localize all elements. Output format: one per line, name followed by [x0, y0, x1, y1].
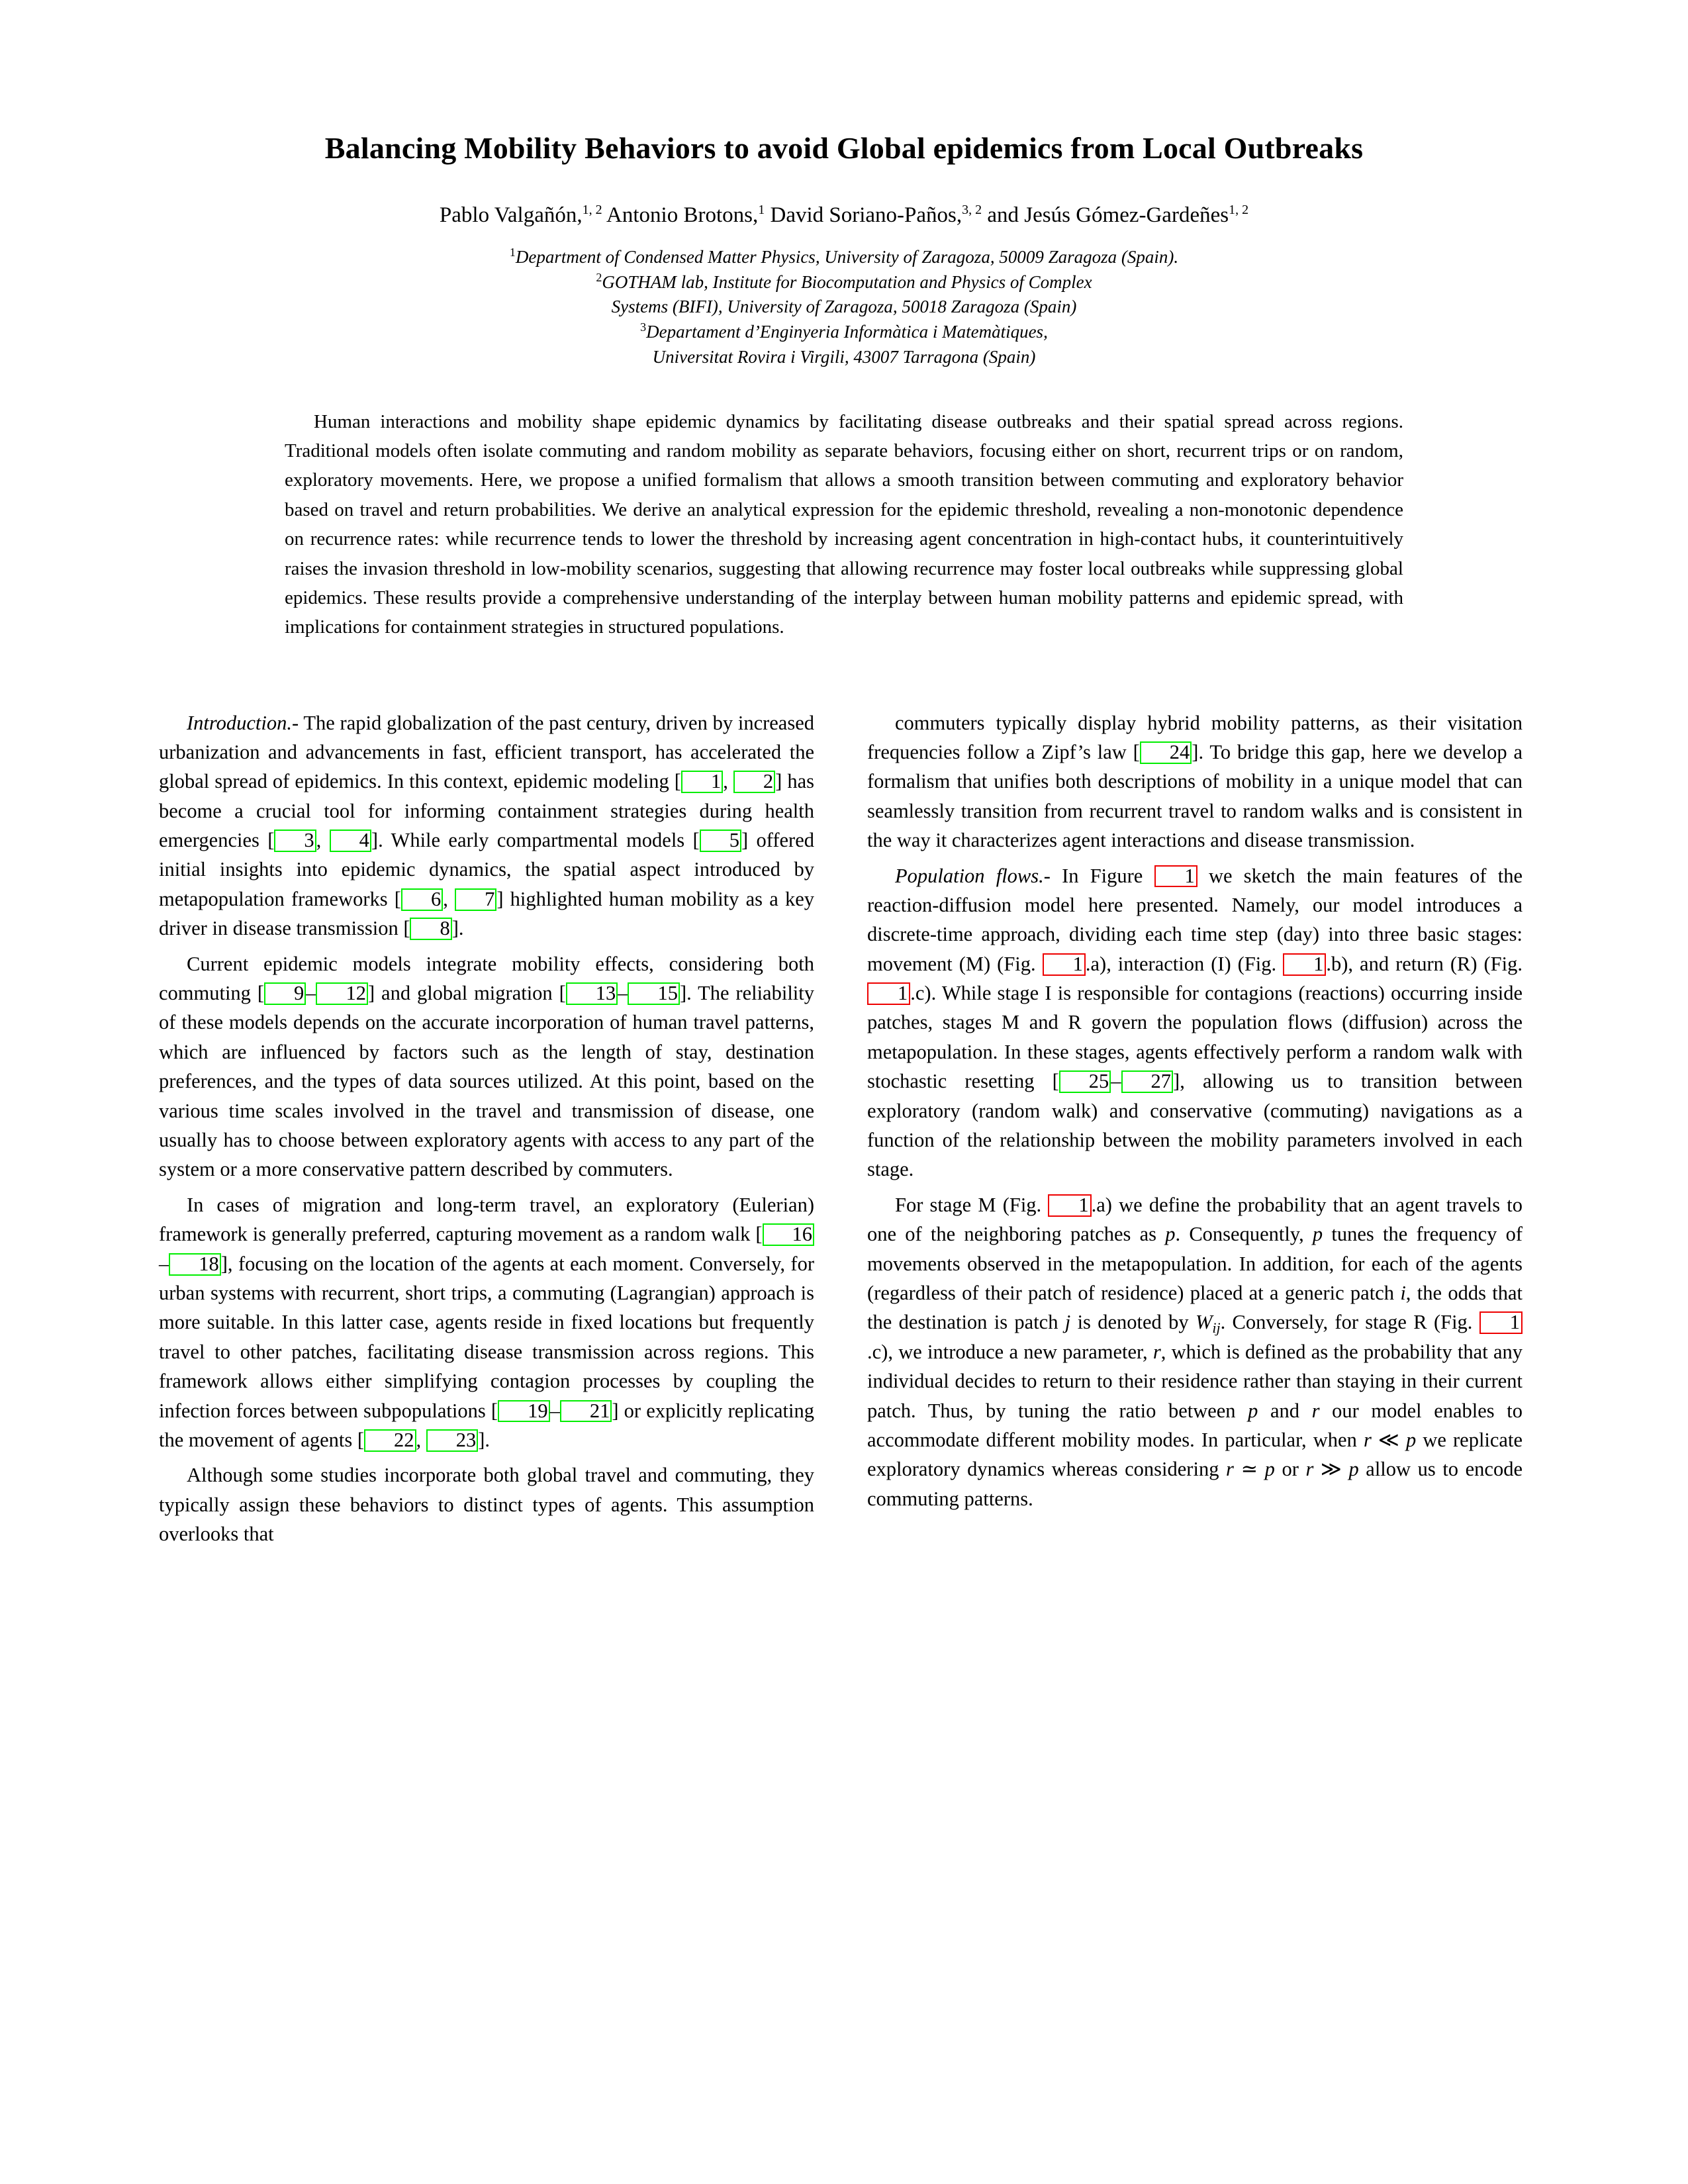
figure-reference-link[interactable]: 1 — [867, 982, 910, 1005]
citation-link[interactable]: 13 — [566, 982, 618, 1005]
figure-reference-link[interactable]: 1 — [1154, 865, 1197, 888]
affiliation-marker: 2 — [596, 270, 602, 284]
paragraph-intro-p2: Current epidemic models integrate mobility effects, considering both commuting [ 9– 12] and global migration [ 13– 15]. The reliability of these models depends on the accurate incorporation of human travel patterns, which are influenced by factors such as the length of stay, destination preferences, and the types of data sources utilized. At this point, based on the various time scales involved in the travel and transmission of disease, one usually has to choose between exploratory agents with access to any part of the system or a more conservative pattern described by commuters. — [159, 952, 814, 1181]
citation-link[interactable]: 4 — [330, 830, 371, 852]
affiliation-line — [0, 245, 1688, 270]
citation-link[interactable]: 2 — [733, 771, 775, 793]
citation-link[interactable]: 21 — [560, 1400, 612, 1423]
abstract: Human interactions and mobility shape epidemic dynamics by facilitating disease outbreaks and their spatial spread across regions. Traditional models often isolate commuting and random mobility as separate behaviors, focusing either on short, recurrent trips or on random, exploratory movements. Here, we propose a unified formalism that allows a smooth transition between commuting and exploratory behavior based on travel and return probabilities. We derive an analytical expression for the epidemic threshold, revealing a non-monotonic dependence on recurrence rates: while recurrence tends to lower the threshold by increasing agent concentration in high-contact hubs, it counterintuitively raises the invasion threshold in low-mobility scenarios, suggesting that allowing recurrence may foster local outbreaks while suppressing global epidemics. These results provide a comprehensive understanding of the interplay between human mobility patterns and epidemic spread, with implications for containment strategies in structured populations. — [285, 410, 1403, 638]
figure-reference-link[interactable]: 1 — [1048, 1194, 1091, 1217]
math-symbol: p — [1165, 1223, 1176, 1246]
citation-link[interactable]: 15 — [628, 982, 680, 1005]
figure-reference-link[interactable]: 1 — [1479, 1311, 1523, 1334]
paragraph-intro-p5: commuters typically display hybrid mobility patterns, as their visitation frequencies follow a Zipf’s law [ 24]. To bridge this gap, here we develop a formalism that unifies both descriptions of mobility in a unique model that can seamlessly transition from recurrent travel to random walks and is consistent in the way it characterizes agent interactions and disease transmission. — [867, 711, 1523, 852]
math-symbol: $W_{ij}$ — [1195, 1311, 1221, 1337]
citation-link[interactable]: 1 — [681, 771, 723, 793]
citation-link[interactable]: 23 — [426, 1429, 479, 1452]
paragraph-popflows-p2: For stage M (Fig. 1 .a) we define the probability that an agent travels to one of the neighboring patches as p. Consequently, p tunes the frequency of movements observed in the metapopulation. In addition, for each of the agents (regardless of their patch of residence) placed at a generic patch i, the odds that the destination is patch j is denoted by $W_{ij}$. Conversely, for stage R (Fig. 1.c), we introduce a new parameter, r, which is defined as the probability that any individual decides to return to their residence rather than staying in their current patch. Thus, by tuning the ratio between p and r our model enables to accommodate different mobility modes. In particular, when r ≪ p we replicate exploratory dynamics whereas considering r ≃ p or r ≫ p allow us to encode commuting patterns. — [867, 1193, 1523, 1510]
citation-link[interactable]: 25 — [1059, 1070, 1111, 1093]
citation-link[interactable]: 5 — [700, 830, 741, 852]
math-symbol: r — [1311, 1399, 1320, 1422]
citation-link[interactable]: 18 — [169, 1253, 221, 1276]
citation-link[interactable]: 7 — [455, 888, 496, 911]
math-symbol: p — [1348, 1458, 1359, 1481]
author-list: Pablo Valgañón,$^{1, 2}$ Antonio Brotons,$^1$ David Soriano-Paños,$^{3, 2}$ and Jesús Gómez-Gardeñes$^{1, 2}$ — [439, 203, 1249, 228]
paragraph-intro-p4: Although some studies incorporate both global travel and commuting, they typically assign these behaviors to distinct types of agents. This assumption overlooks that — [159, 1464, 814, 1546]
right-column — [867, 708, 1523, 1549]
affiliation-text: Departament d’Enginyeria Informàtica i Matemàtiques, — [646, 322, 1048, 342]
math-symbol: r — [1305, 1458, 1314, 1481]
citation-link[interactable]: 27 — [1121, 1070, 1174, 1093]
affiliation-text: Systems (BIFI), University of Zaragoza, 50018 Zaragoza (Spain) — [611, 297, 1077, 317]
citation-link[interactable]: 12 — [316, 982, 368, 1005]
citation-link[interactable]: 8 — [410, 918, 451, 940]
affiliation-marker: 1 — [509, 245, 516, 259]
citation-link[interactable]: 3 — [274, 830, 316, 852]
affiliation-text: GOTHAM lab, Institute for Biocomputation and Physics of Complex — [602, 271, 1092, 292]
math-symbol: i — [1400, 1282, 1406, 1304]
affiliation-text: Department of Condensed Matter Physics, University of Zaragoza, 50009 Zaragoza (Spain). — [515, 246, 1179, 267]
affiliation-marker: 3 — [640, 320, 647, 334]
math-symbol: p — [1405, 1428, 1417, 1451]
math-symbol: r — [1363, 1428, 1372, 1451]
figure-reference-link[interactable]: 1 — [1043, 953, 1086, 976]
paragraph-intro-p1: Introduction.- The rapid globalization of the past century, driven by increased urbanization and advancements in fast, efficient transport, has accelerated the global spread of epidemics. In this context, epidemic modeling [ 1, 2] has become a crucial tool for informing containment strategies during health emergencies [ 3, 4]. While early compartmental models [ 5] offered initial insights into epidemic dynamics, the spatial aspect introduced by metapopulation frameworks [ 6, 7] highlighted human mobility as a key driver in disease transmission [ 8]. — [159, 711, 815, 940]
affiliation-text: Universitat Rovira i Virgili, 43007 Tarragona (Spain) — [652, 346, 1036, 367]
section-runin-heading: Introduction. — [187, 711, 292, 734]
math-symbol: r — [1152, 1340, 1161, 1363]
affiliation-line — [0, 320, 1688, 345]
citation-link[interactable]: 22 — [364, 1429, 416, 1452]
math-symbol: p — [1264, 1458, 1275, 1481]
figure-reference-link[interactable]: 1 — [1283, 953, 1326, 976]
affiliation-line — [0, 295, 1688, 320]
citation-link[interactable]: 6 — [401, 888, 443, 911]
affiliation-line — [0, 345, 1688, 370]
citation-link[interactable]: 16 — [763, 1223, 815, 1246]
paragraph-intro-p3: In cases of migration and long-term travel, an exploratory (Eulerian) framework is generally preferred, capturing movement as a random walk [ 16– 18], focusing on the location of the agents at each moment. Conversely, for urban systems with recurrent, short trips, a commuting (Lagrangian) approach is more suitable. In this latter case, agents reside in fixed locations but frequently travel to other patches, facilitating disease transmission across regions. This framework allows either simplifying contagion processes by coupling the infection forces between subpopulations [ 19– 21] or explicitly replicating the movement of agents [ 22, 23]. — [159, 1193, 814, 1451]
math-symbol: p — [1312, 1223, 1323, 1246]
affiliation-line — [0, 270, 1688, 295]
math-symbol: r — [1226, 1458, 1234, 1481]
section-runin-heading: Population flows. — [895, 864, 1044, 887]
affiliation-list — [0, 245, 1688, 370]
math-symbol: j — [1064, 1311, 1071, 1334]
title-block — [0, 0, 1688, 370]
citation-link[interactable]: 9 — [264, 982, 306, 1005]
page-title: Balancing Mobility Behaviors to avoid Global epidemics from Local Outbreaks — [324, 131, 1364, 165]
citation-link[interactable]: 24 — [1140, 741, 1192, 764]
paragraph-popflows-p1: Population flows.- In Figure 1 we sketch the main features of the reaction-diffusion model here presented. Namely, our model introduces a discrete-time approach, dividing each time step (day) into three basic stages: movement (M) (Fig. 1 .a), interaction (I) (Fig. 1 .b), and return (R) (Fig. 1 .c). While stage I is responsible for contagions (reactions) occurring inside patches, stages M and R govern the population flows (diffusion) across the metapopulation. In these stages, agents effectively perform a random walk with stochastic resetting [ 25– 27], allowing us to transition between exploratory (random walk) and conservative (commuting) navigations as a function of the relationship between the mobility parameters involved in each stage. — [867, 864, 1523, 1181]
left-column — [159, 708, 814, 1549]
body-columns — [159, 708, 1529, 1549]
citation-link[interactable]: 19 — [498, 1400, 550, 1423]
math-symbol: p — [1248, 1399, 1258, 1422]
